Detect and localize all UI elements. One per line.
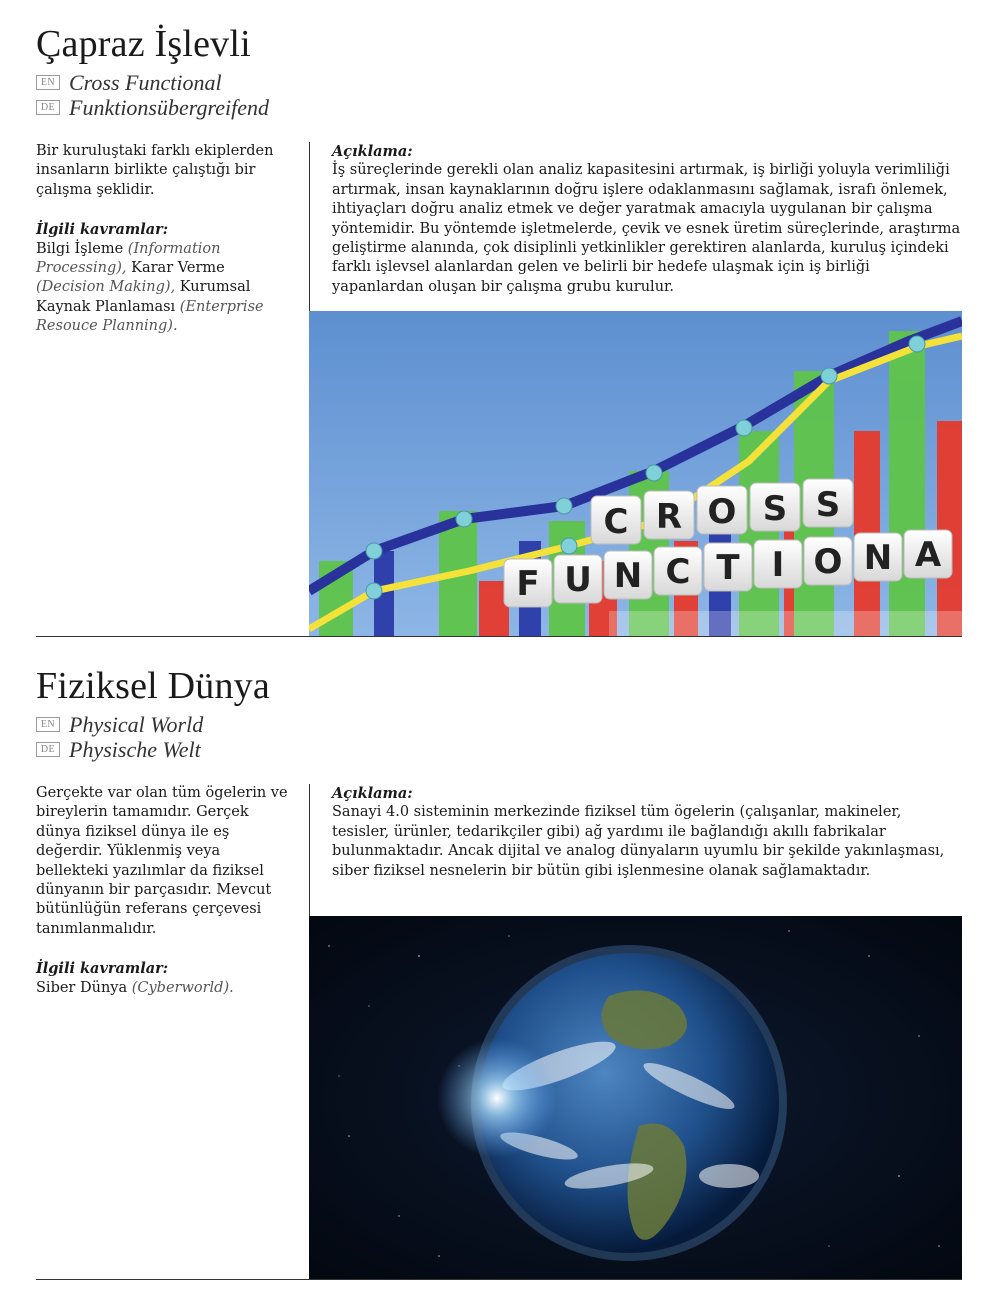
cross-functional-image — [309, 311, 962, 636]
entry-title: Fiziksel Dünya — [36, 665, 270, 707]
explanation-text: Sanayi 4.0 sisteminin merkezinde fiziksel tüm ögelerin (çalışanlar, makineler, tesisler, ürünler, tedarikçiler gibi) ağ yardımı ile bağlandığı akıllı fabrikalar bulunmaktadır. Ancak dijital ve analog dünyaların uyumlu bir şekilde yakınlaşması, siber fiziksel nesnelerin bir bütün gibi işlenmesine olanak sağlamaktadır. — [332, 804, 945, 879]
related-term-en: (Enterprise Resouce Planning). — [36, 298, 264, 335]
svg-text:C: C — [603, 502, 629, 542]
translation-de — [36, 95, 962, 120]
lang-badge-de: DE — [36, 742, 60, 757]
svg-text:S: S — [762, 489, 788, 529]
related-term-en: (Decision Making), — [36, 279, 176, 296]
related-term: Kurumsal Kaynak Planlaması — [36, 279, 251, 315]
entry-body — [36, 784, 962, 1280]
svg-text:O: O — [707, 492, 737, 532]
svg-text:I: I — [771, 545, 785, 585]
related-term-en: (Cyberworld). — [131, 979, 234, 996]
definition-column — [36, 784, 296, 998]
translation-de-text: Funktionsübergreifend — [69, 94, 269, 120]
translation-en — [36, 712, 962, 737]
entry-cross-functional — [36, 22, 962, 604]
entry-body — [36, 142, 962, 637]
translation-en — [36, 70, 962, 95]
entry-title: Çapraz İşlevli — [36, 23, 251, 65]
svg-text:S: S — [815, 485, 841, 525]
svg-text:R: R — [655, 497, 683, 537]
svg-text:N: N — [863, 538, 893, 578]
svg-text:O: O — [813, 542, 843, 582]
related-list — [36, 979, 296, 998]
svg-text:T: T — [716, 548, 740, 588]
lang-badge-en: EN — [36, 75, 60, 90]
svg-text:A: A — [914, 535, 942, 575]
explanation-column — [332, 784, 962, 881]
related-term: Siber Dünya — [36, 979, 128, 996]
lang-badge-de: DE — [36, 100, 60, 115]
earth-image — [309, 916, 962, 1279]
explanation-column — [332, 142, 962, 297]
svg-text:F: F — [516, 564, 540, 604]
lang-badge-en: EN — [36, 717, 60, 732]
svg-text:U: U — [564, 560, 592, 600]
entry-physical-world — [36, 664, 962, 996]
related-term-en: (Information Processing), — [36, 240, 221, 277]
svg-text:N: N — [613, 556, 643, 596]
related-term: Karar Verme — [131, 260, 225, 277]
definition-column — [36, 142, 296, 337]
related-term: Bilgi İşleme — [36, 240, 124, 257]
definition-text: Bir kuruluştaki farklı ekiplerden insanların birlikte çalıştığı bir çalışma şeklidir. — [36, 143, 274, 198]
explanation-label: Açıklama: — [332, 143, 413, 160]
definition-text: Gerçekte var olan tüm ögelerin ve bireylerin tamamıdır. Gerçek dünya fiziksel dünya ile eş değerdir. Yüklenmiş veya bellekteki yazılımlar da fiziksel dünyanın bir parçasıdır. Mevcut bütünlüğün referans çerçevesi tanımlanmalıdır. — [36, 785, 288, 937]
related-list — [36, 240, 296, 337]
translation-de — [36, 737, 962, 762]
svg-text:C: C — [665, 552, 691, 592]
translation-de-text: Physische Welt — [69, 736, 201, 762]
translation-en-text: Cross Functional — [69, 69, 222, 95]
explanation-label: Açıklama: — [332, 785, 413, 802]
related-label: İlgili kavramlar: — [36, 221, 169, 239]
explanation-text: İş süreçlerinde gerekli olan analiz kapasitesini artırmak, iş birliği yoluyla verimliliği artırmak, insan kaynaklarının doğru işlere odaklanmasını sağlamak, israfı önlemek, ihtiyaçları doğru analiz etmek ve değer yaratmak amacıyla uygulanan bir çalışma yöntemidir. Bu yöntemde işletmelerde, çevik ve esnek üretim süreçlerinde, araştırma geliştirme alanında, çok disiplinli yetkinlikler gerektiren alanlarda, kuruluş içindeki farklı işlevsel alanlardan gelen ve belirli bir hedefe ulaşmak için iş birliği yapanlardan oluşan bir çalışma grubu kurulur. — [332, 162, 961, 295]
translation-en-text: Physical World — [69, 711, 204, 737]
related-label: İlgili kavramlar: — [36, 960, 169, 978]
